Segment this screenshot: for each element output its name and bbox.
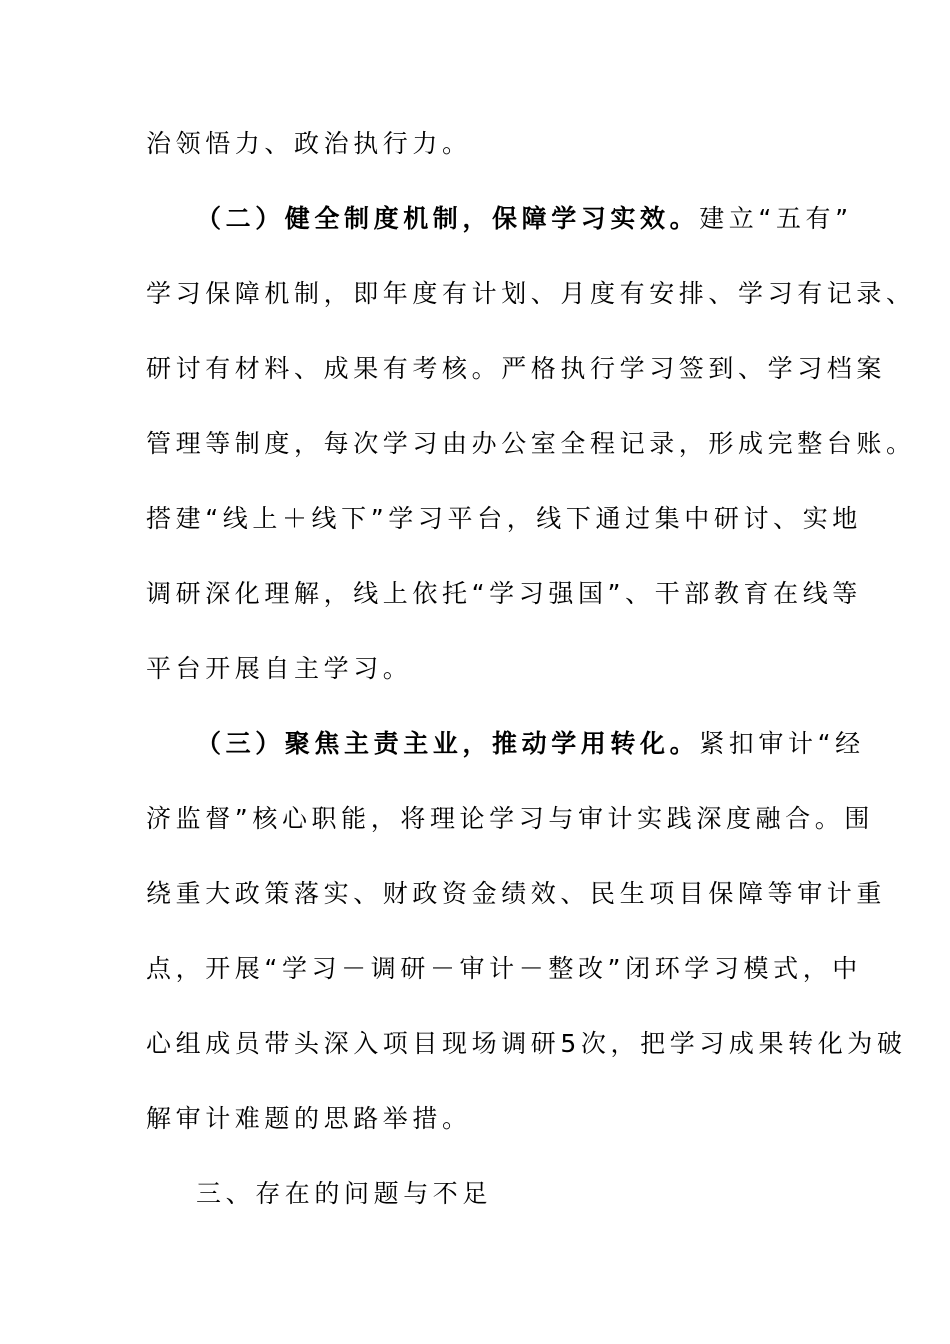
paragraph-line: 济监督”核心职能，将理论学习与审计实践深度融合。围 — [146, 804, 874, 833]
paragraph-line: 学习保障机制，即年度有计划、月度有安排、学习有记录、 — [146, 279, 916, 308]
paragraph-line: 平台开展自主学习。 — [146, 654, 413, 683]
paragraph-line: 治领悟力、政治执行力。 — [146, 129, 472, 158]
section-three-paragraph — [196, 726, 865, 762]
paragraph-line: 管理等制度，每次学习由办公室全程记录，形成完整台账。 — [146, 429, 916, 458]
paragraph-line: 绕重大政策落实、财政资金绩效、民生项目保障等审计重 — [146, 879, 887, 908]
paragraph-line: 点，开展“学习－调研－审计－整改”闭环学习模式，中 — [146, 954, 862, 983]
paragraph-text: 紧扣审计“经 — [699, 729, 865, 758]
paragraph-line: 解审计难题的思路举措。 — [146, 1104, 472, 1133]
section-heading: 三、存在的问题与不足 — [196, 1179, 493, 1208]
paragraph-line: 研讨有材料、成果有考核。严格执行学习签到、学习档案 — [146, 354, 887, 383]
paragraph-line: 心组成员带头深入项目现场调研5次，把学习成果转化为破 — [146, 1029, 907, 1058]
section-three-heading: （三）聚焦主责主业，推动学用转化。 — [196, 729, 700, 758]
section-two-paragraph — [196, 201, 853, 237]
section-two-heading: （二）健全制度机制，保障学习实效。 — [196, 204, 700, 233]
paragraph-text: 建立“五有” — [699, 204, 853, 233]
paragraph-line: 调研深化理解，线上依托“学习强国”、干部教育在线等 — [146, 579, 862, 608]
paragraph-line: 搭建“线上＋线下”学习平台，线下通过集中研讨、实地 — [146, 504, 862, 533]
